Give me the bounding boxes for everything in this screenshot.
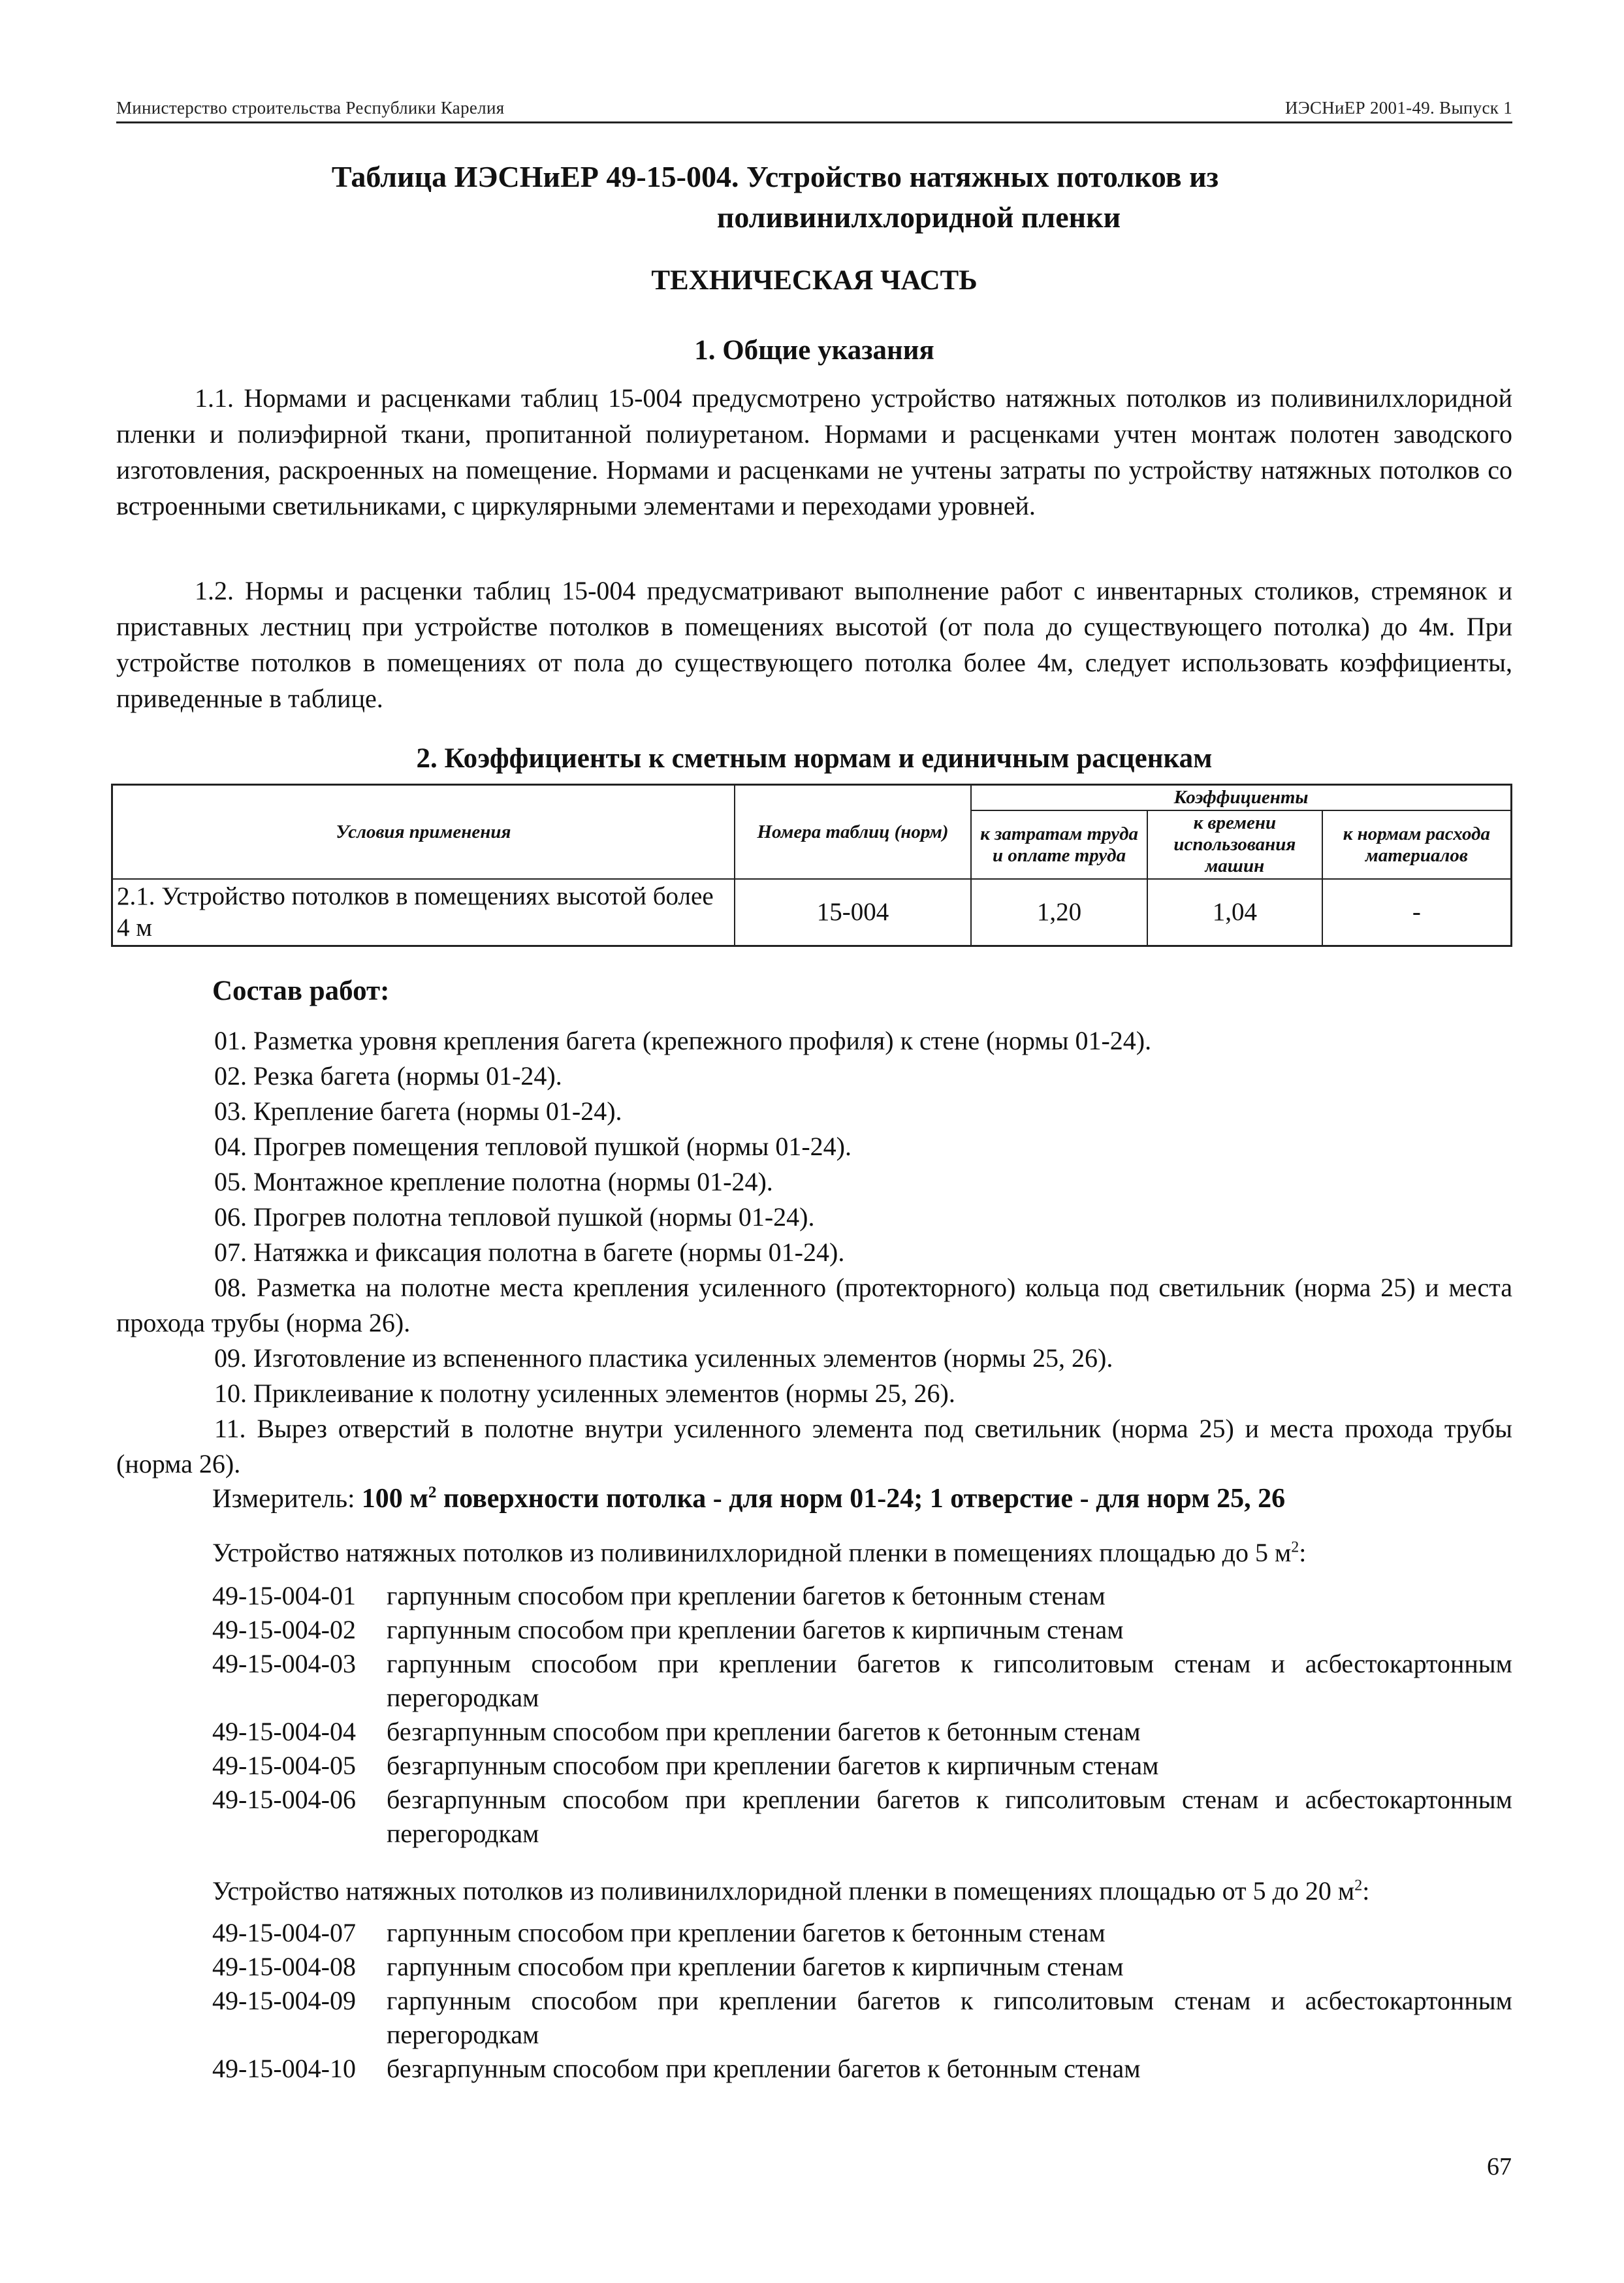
group-1-intro: Устройство натяжных потолков из поливинилхлоридной пленки в помещениях площадью до 5 $м^2$: xyxy=(212,1538,1307,1567)
cell-materials-coef: - xyxy=(1322,879,1512,946)
works-list xyxy=(116,1023,1512,1482)
cell-labor-coef: 1,20 xyxy=(971,879,1147,946)
norm-description: гарпунным способом при креплении багетов к кирпичным стенам xyxy=(387,1952,1124,1981)
list-item: 02. Резка багета (нормы 01-24). xyxy=(214,1061,562,1091)
document-title xyxy=(116,157,1512,238)
cell-machines-coef: 1,04 xyxy=(1147,879,1322,946)
cell-condition: 2.1. Устройство потолков в помещениях высотой более 4 м xyxy=(112,879,735,946)
group-up-to-5 xyxy=(116,1536,1512,1851)
paragraph-1-1: 1.1. Нормами и расценками таблиц 15-004 предусмотрено устройство натяжных потолков из поливинилхлоридной пленки и полиэфирной ткани, пропитанной полиуретаном. Нормами и расценками учтен монтаж полотен заводского изготовления, раскроенных на помещение. Нормами и расценками не учтены затраты по устройству натяжных потолков со встроенными светильниками, с циркулярными элементами и переходами уровней. xyxy=(116,383,1512,520)
norm-description: безгарпунным способом при креплении багетов к кирпичным стенам xyxy=(387,1751,1159,1780)
norm-code: 49-15-004-01 xyxy=(212,1581,356,1610)
title-line-2: поливинилхлоридной пленки xyxy=(716,200,1121,234)
norm-code: 49-15-004-09 xyxy=(212,1986,356,2015)
measure-unit xyxy=(212,1482,1512,1514)
running-header xyxy=(116,98,1512,123)
list-item: 06. Прогрев полотна тепловой пушкой (нормы 01-24). xyxy=(214,1202,815,1232)
table-row xyxy=(212,1984,1512,2052)
list-item: 10. Приклеивание к полотну усиленных элементов (нормы 25, 26). xyxy=(214,1379,955,1408)
table-row xyxy=(212,1647,1512,1715)
norm-code: 49-15-004-02 xyxy=(212,1615,356,1644)
table-row xyxy=(212,2052,1512,2086)
list-item: 07. Натяжка и фиксация полотна в багете (нормы 01-24). xyxy=(214,1237,845,1267)
norm-description: гарпунным способом при креплении багетов к гипсолитовым стенам и асбестокартонным перегородкам xyxy=(387,1986,1512,2049)
group-5-to-20 xyxy=(116,1874,1512,2086)
paragraph-1-2: 1.2. Нормы и расценки таблиц 15-004 предусматривают выполнение работ с инвентарных столиков, стремянок и приставных лестниц при устройстве потолков в помещениях высотой (от пола до существующего потолка) до 4м. При устройстве потолков в помещениях от пола до существующего потолка более 4м, следует использовать коэффициенты, приведенные в таблице. xyxy=(116,576,1512,713)
works-heading: Состав работ: xyxy=(212,976,390,1006)
norm-description: гарпунным способом при креплении багетов к бетонным стенам xyxy=(387,1581,1106,1610)
list-item: 11. Вырез отверстий в полотне внутри усиленного элемента под светильник (норма 25) и места прохода трубы (норма 26). xyxy=(116,1414,1512,1478)
table-header-row xyxy=(112,785,1512,811)
norm-description: безгарпунным способом при креплении багетов к бетонным стенам xyxy=(387,2054,1141,2083)
table-row xyxy=(112,879,1512,946)
header-ministry: Министерство строительства Республики Карелия xyxy=(116,98,505,118)
table-row xyxy=(212,1613,1512,1647)
coefficients-table xyxy=(111,784,1512,947)
technical-part-heading: ТЕХНИЧЕСКАЯ ЧАСТЬ xyxy=(651,265,978,296)
norm-code: 49-15-004-04 xyxy=(212,1717,356,1746)
group-2-intro: Устройство натяжных потолков из поливинилхлоридной пленки в помещениях площадью от 5 до 20 $м^2$: xyxy=(212,1876,1370,1906)
norm-description: безгарпунным способом при креплении багетов к гипсолитовым стенам и асбестокартонным перегородкам xyxy=(387,1785,1512,1848)
section-1-heading: 1. Общие указания xyxy=(694,335,934,366)
norm-code: 49-15-004-08 xyxy=(212,1952,356,1981)
col-header-machines: к времени использования машин xyxy=(1147,810,1322,879)
cell-table-numbers: 15-004 xyxy=(735,879,971,946)
section-2-heading: 2. Коэффициенты к сметным нормам и единичным расценкам xyxy=(416,743,1213,774)
table-row xyxy=(212,1916,1512,1950)
norm-code: 49-15-004-10 xyxy=(212,2054,356,2083)
col-header-labor: к затратам труда и оплате труда xyxy=(971,810,1147,879)
table-row xyxy=(212,1715,1512,1749)
list-item: 08. Разметка на полотне места крепления усиленного (протекторного) кольца под светильник (норма 25) и места прохода трубы (норма 26). xyxy=(116,1273,1512,1337)
table-row xyxy=(212,1579,1512,1613)
list-item: 03. Крепление багета (нормы 01-24). xyxy=(214,1096,622,1126)
norm-code: 49-15-004-06 xyxy=(212,1785,356,1814)
header-edition: ИЭСНиЕР 2001-49. Выпуск 1 xyxy=(1285,98,1512,118)
norm-code: 49-15-004-07 xyxy=(212,1918,356,1947)
norm-description: гарпунным способом при креплении багетов к бетонным стенам xyxy=(387,1918,1106,1947)
col-header-coefficients: Коэффициенты xyxy=(971,785,1511,811)
norm-code: 49-15-004-05 xyxy=(212,1751,356,1780)
list-item: 09. Изготовление из вспененного пластика усиленных элементов (нормы 25, 26). xyxy=(214,1343,1113,1373)
norm-code: 49-15-004-03 xyxy=(212,1649,356,1678)
table-row xyxy=(212,1783,1512,1851)
list-item: 04. Прогрев помещения тепловой пушкой (нормы 01-24). xyxy=(214,1132,852,1161)
norm-description: гарпунным способом при креплении багетов к гипсолитовым стенам и асбестокартонным перегородкам xyxy=(387,1649,1512,1712)
measure-label: Измеритель: xyxy=(212,1483,355,1513)
norm-description: гарпунным способом при креплении багетов к кирпичным стенам xyxy=(387,1615,1124,1644)
col-header-materials: к нормам расхода материалов xyxy=(1322,810,1512,879)
list-item: 05. Монтажное крепление полотна (нормы 01-24). xyxy=(214,1167,773,1196)
page-number: 67 xyxy=(1487,2153,1512,2180)
col-header-table-numbers: Номера таблиц (норм) xyxy=(735,785,971,880)
title-line-1: Таблица ИЭСНиЕР 49-15-004. Устройство натяжных потолков из xyxy=(331,160,1219,193)
list-item: 01. Разметка уровня крепления багета (крепежного профиля) к стене (нормы 01-24). xyxy=(214,1026,1152,1055)
col-header-conditions: Условия применения xyxy=(112,785,735,880)
table-row xyxy=(212,1950,1512,1984)
measure-value: 100 $м^2$ поверхности потолка - для норм 01-24; 1 отверстие - для норм 25, 26 xyxy=(361,1484,1286,1514)
norm-description: безгарпунным способом при креплении багетов к бетонным стенам xyxy=(387,1717,1141,1746)
table-row xyxy=(212,1749,1512,1783)
